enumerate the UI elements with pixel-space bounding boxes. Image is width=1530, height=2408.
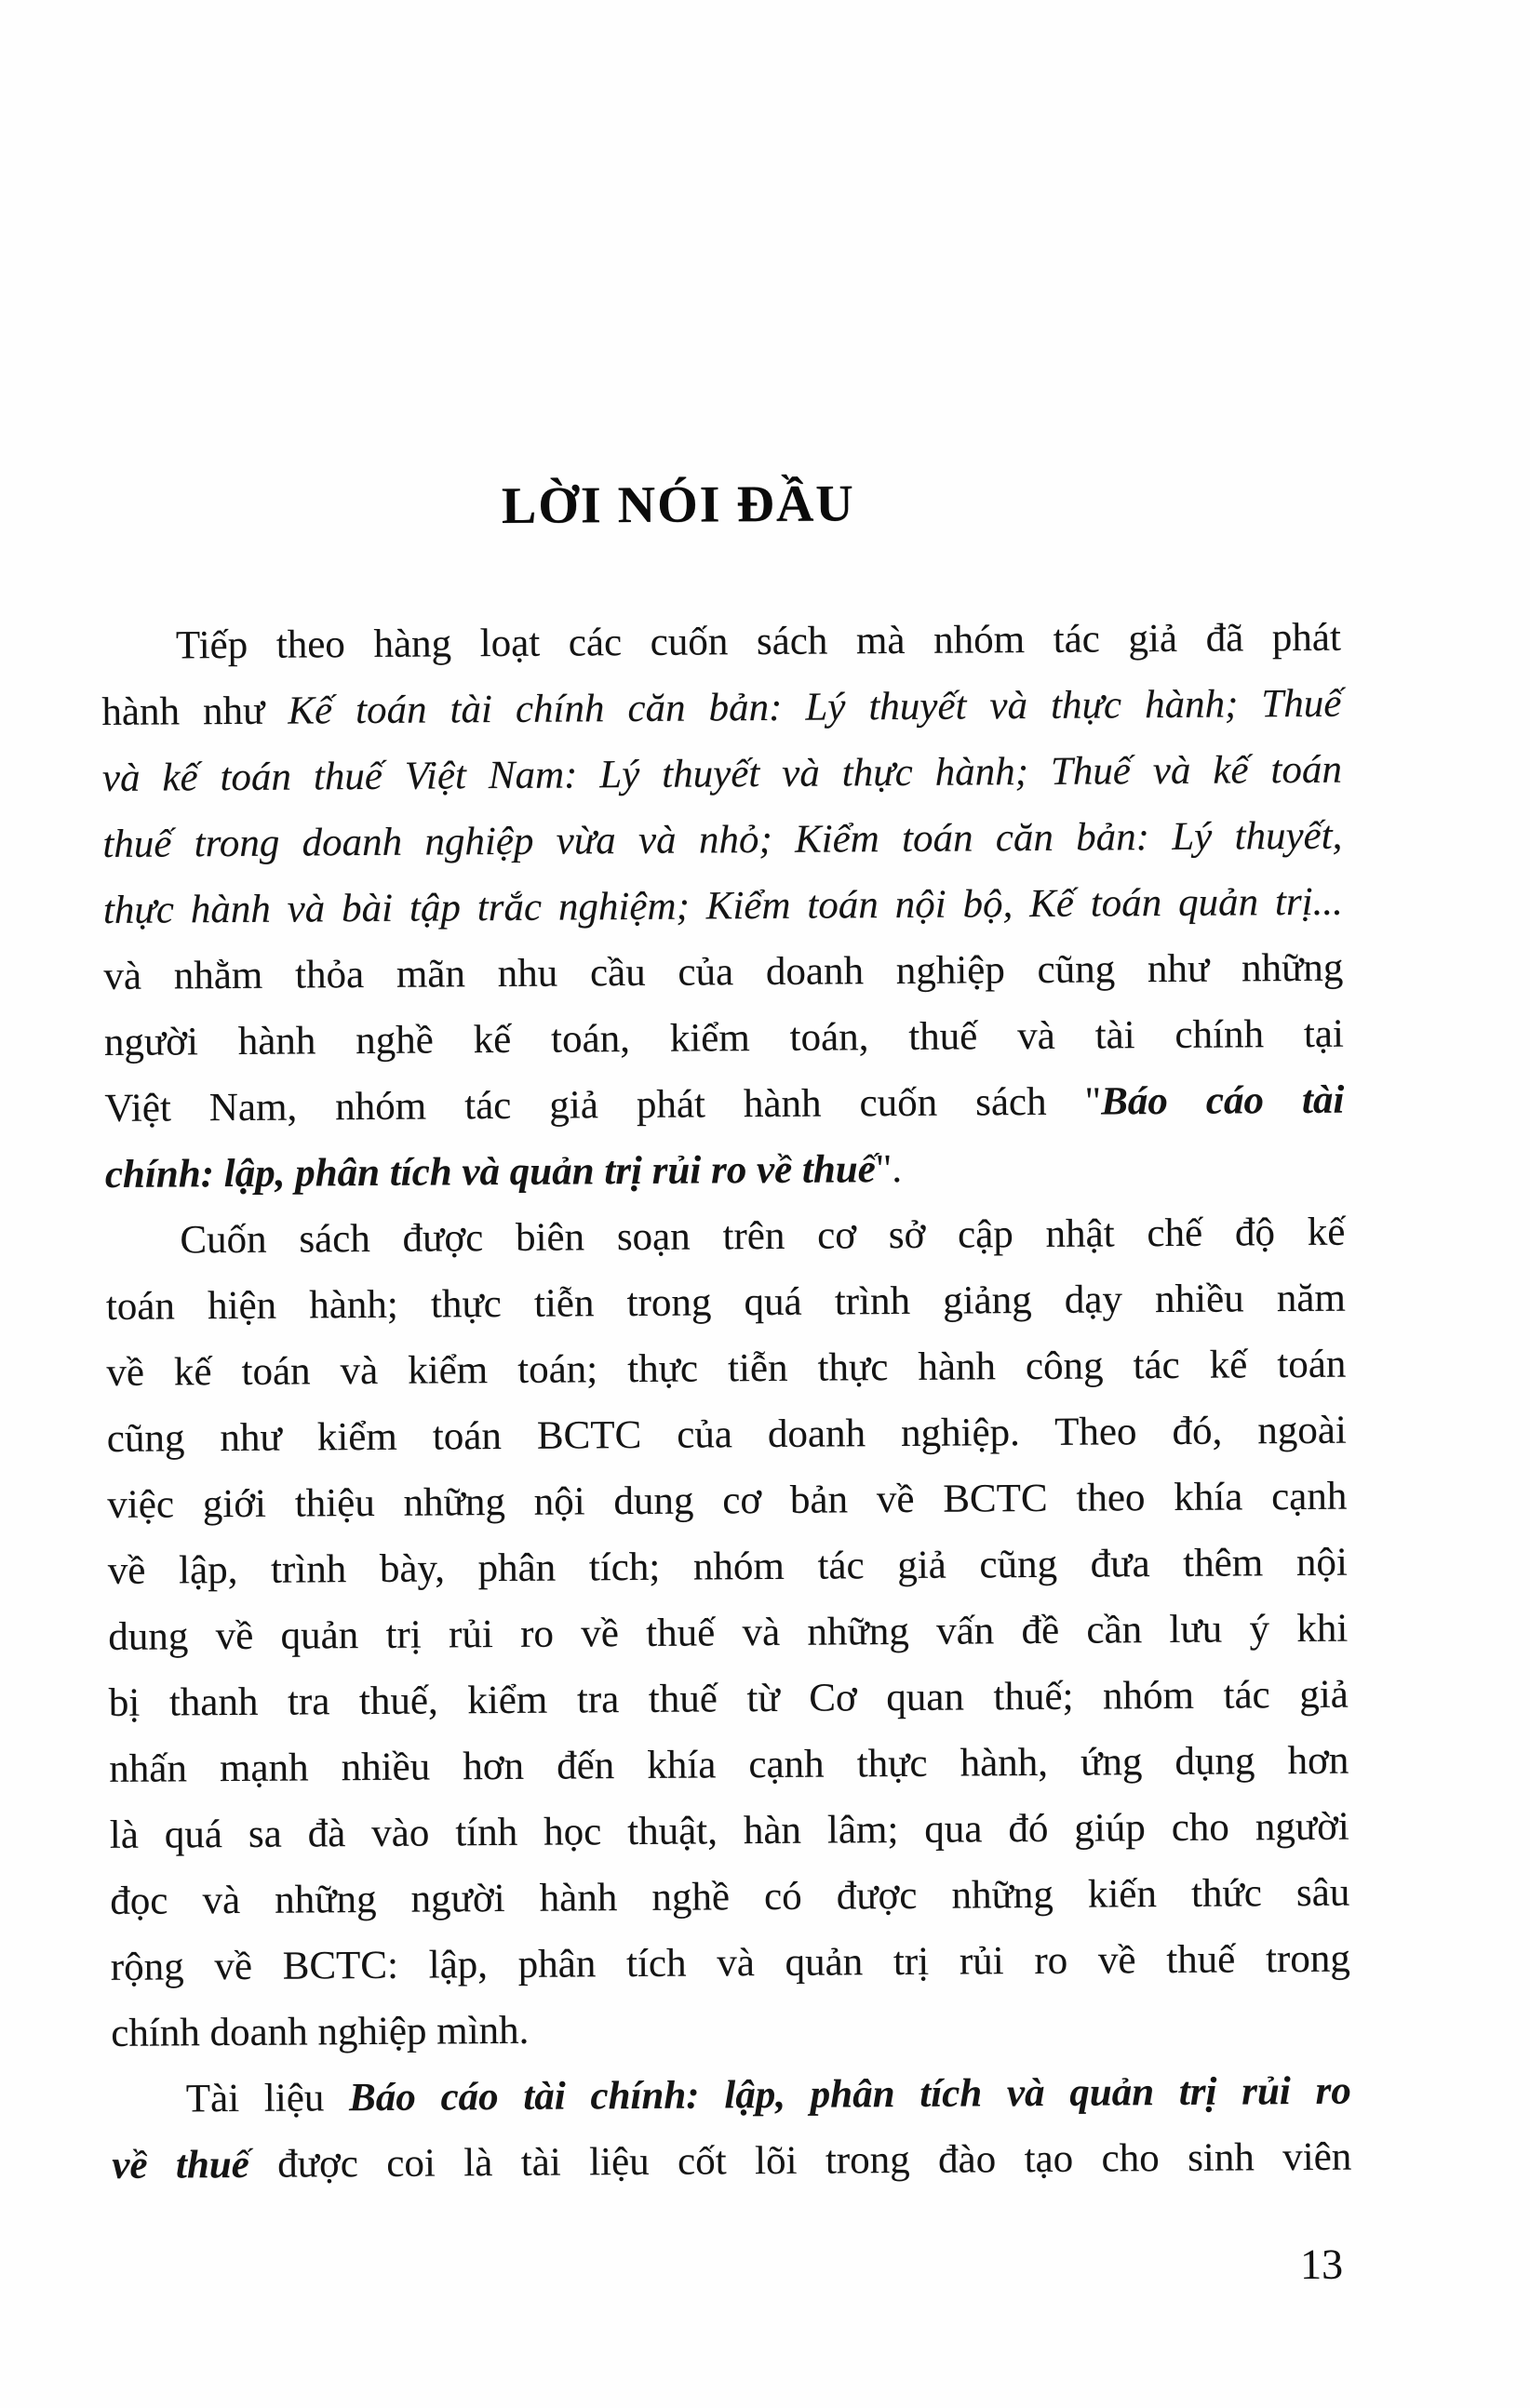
text-line <box>101 671 1341 745</box>
text-segment: về kế toán và kiểm toán; thực tiễn thực hành công tác kế toán <box>106 1342 1347 1395</box>
body-text <box>101 605 1352 2199</box>
text-segment: bị thanh tra thuế, kiểm tra thuế từ Cơ quan thuế; nhóm tác giả <box>108 1672 1349 1725</box>
text-segment: và nhằm thỏa mãn nhu cầu của doanh nghiệp cũng như những <box>103 945 1344 998</box>
text-line <box>109 1662 1349 1736</box>
page-number: 13 <box>1299 2240 1344 2289</box>
text-line <box>107 1398 1347 1472</box>
text-line <box>101 605 1341 679</box>
text-segment: chính doanh nghiệp mình. <box>111 2008 530 2055</box>
text-segment: việc giới thiệu những nội dung cơ bản về BCTC theo khía cạnh <box>107 1474 1348 1527</box>
text-line <box>110 1794 1349 1868</box>
text-line <box>110 1860 1349 1934</box>
text-segment: và kế toán thuế Việt Nam: Lý thuyết và thực hành; Thuế và kế toán <box>101 747 1343 800</box>
text-line <box>111 1926 1350 2000</box>
text-line <box>106 1331 1346 1406</box>
text-line <box>105 1133 1345 1208</box>
text-line <box>111 1992 1350 2067</box>
text-segment: đọc và những người hành nghề có được những kiến thức sâu <box>110 1870 1350 1923</box>
text-segment: hành như <box>101 689 289 734</box>
text-segment: Việt Nam, nhóm tác giả phát hành cuốn sách " <box>104 1079 1102 1130</box>
text-segment: là quá sa đà vào tính học thuật, hàn lâm; qua đó giúp cho người <box>109 1804 1349 1857</box>
text-segment: Báo cáo tài <box>1100 1077 1345 1124</box>
text-segment: Kế toán tài chính căn bản: Lý thuyết và thực hành; Thuế <box>288 681 1342 733</box>
text-segment: ". <box>875 1146 903 1192</box>
text-line <box>102 803 1342 877</box>
text-segment: được coi là tài liệu cốt lõi trong đào tạo cho sinh viên <box>277 2134 1352 2187</box>
text-segment: cũng như kiểm toán BCTC của doanh nghiệp. Theo đó, ngoài <box>106 1408 1347 1461</box>
text-line <box>112 2124 1351 2199</box>
text-segment: rộng về BCTC: lập, phân tích và quản trị rủi ro về thuế trong <box>110 1936 1350 1989</box>
text-segment: thực hành và bài tập trắc nghiệm; Kiểm toán nội bộ, Kế toán quản trị... <box>102 879 1344 932</box>
text-segment: về lập, trình bày, phân tích; nhóm tác giả cũng đưa thêm nội <box>107 1540 1348 1593</box>
text-segment: toán hiện hành; thực tiễn trong quá trình giảng dạy nhiều năm <box>105 1276 1346 1329</box>
text-segment: Báo cáo tài chính: lập, phân tích và quản trị rủi ro <box>348 2068 1351 2120</box>
text-line <box>102 737 1342 811</box>
text-line <box>106 1265 1346 1340</box>
text-line <box>103 935 1343 1010</box>
text-segment: chính: lập, phân tích và quản trị rủi ro về thuế <box>104 1147 876 1197</box>
text-segment: dung về quản trị rủi ro về thuế và những vấn đề cần lưu ý khi <box>108 1606 1349 1659</box>
text-segment: Tiếp theo hàng loạt các cuốn sách mà nhóm tác giả đã phát <box>175 615 1342 668</box>
text-line <box>103 869 1343 943</box>
text-segment: người hành nghề kế toán, kiểm toán, thuế và tài chính tại <box>103 1011 1344 1064</box>
text-segment: Cuốn sách được biên soạn trên cơ sở cập nhật chế độ kế <box>180 1210 1346 1263</box>
text-segment: về thuế <box>112 2142 278 2187</box>
text-line <box>105 1199 1345 1274</box>
text-line <box>109 1728 1349 1802</box>
text-line <box>108 1596 1348 1670</box>
text-line <box>108 1530 1348 1604</box>
text-line <box>104 1001 1344 1076</box>
text-segment: Tài liệu <box>185 2076 350 2121</box>
text-segment: nhấn mạnh nhiều hơn đến khía cạnh thực hành, ứng dụng hơn <box>109 1738 1349 1791</box>
text-line <box>107 1464 1347 1538</box>
page-title: LỜI NÓI ĐẦU <box>501 475 855 535</box>
text-line <box>112 2058 1351 2133</box>
text-line <box>104 1067 1344 1142</box>
text-segment: thuế trong doanh nghiệp vừa và nhỏ; Kiểm toán căn bản: Lý thuyết, <box>102 813 1343 866</box>
